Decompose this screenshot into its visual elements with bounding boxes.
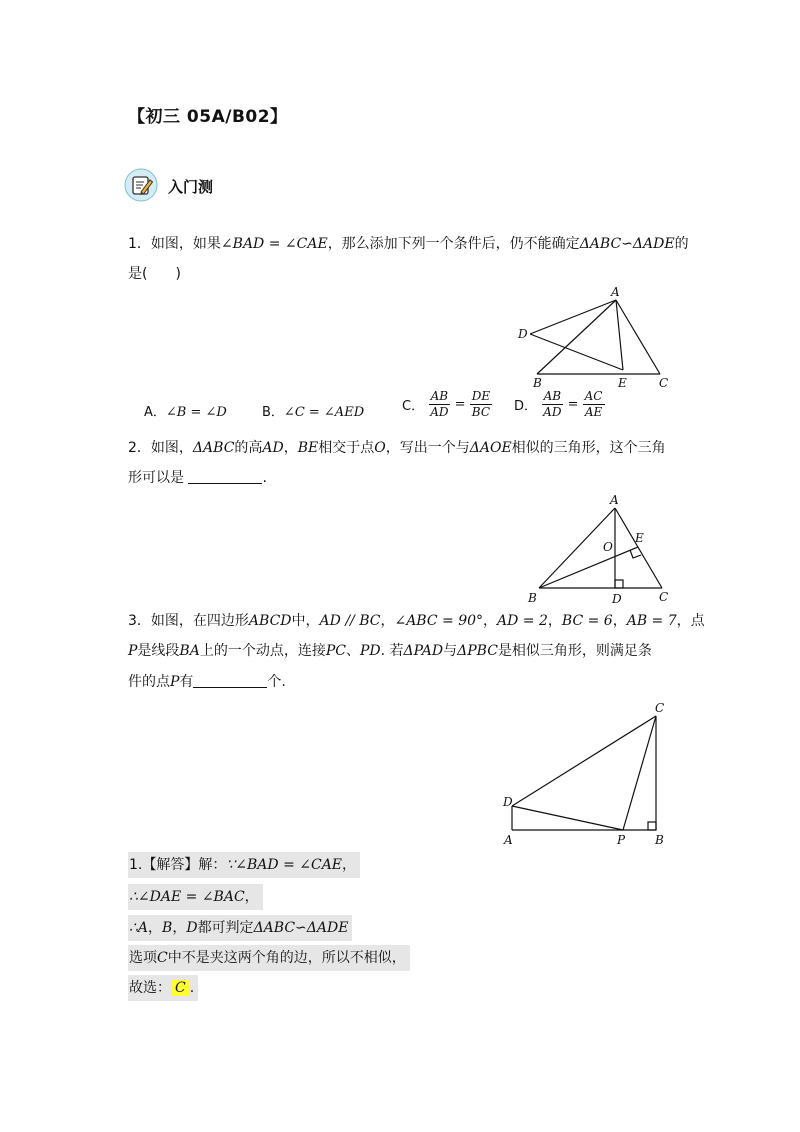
- answer-choice-highlight: C: [171, 980, 190, 996]
- q1-label-e: E: [618, 376, 627, 390]
- q1-stem-line1: 1．如图，如果∠BAD = ∠CAE，那么添加下列一个条件后，仍不能确定ΔABC∽ΔADE的: [128, 236, 689, 252]
- q1-option-b[interactable]: B．∠C = ∠AED: [262, 405, 365, 420]
- answer-line-5: 故选： C .: [128, 975, 198, 1001]
- fraction: $\frac{AB}{AD}$: [430, 389, 449, 419]
- q3-figure: [495, 696, 680, 852]
- section-title: 入门测: [168, 178, 214, 196]
- q1-option-a[interactable]: A．∠B = ∠D: [144, 405, 227, 420]
- q1-option-d[interactable]: D． $\frac{AB}{AD}$ = $\frac{AC}{AE}$: [514, 389, 603, 419]
- fraction: $\frac{AC}{AE}$: [584, 389, 603, 419]
- q2-label-c: C: [659, 590, 669, 604]
- q3-label-c: C: [655, 701, 665, 715]
- q1-label-c: C: [659, 376, 669, 390]
- q1-stem-line2: 是( ): [128, 266, 181, 282]
- q2-stem-line2: 形可以是 .: [128, 470, 267, 486]
- q1-option-c[interactable]: C． $\frac{AB}{AD}$ = $\frac{DE}{BC}$: [402, 389, 491, 419]
- q2-label-d: D: [612, 592, 622, 606]
- q2-label-b: B: [528, 591, 537, 605]
- q1-label-d: D: [518, 327, 528, 341]
- q3-label-d: D: [503, 795, 513, 809]
- q3-stem-line3: 件的点P有 个.: [128, 674, 286, 690]
- q1-label-b: B: [533, 376, 542, 390]
- q3-stem-line1: 3．如图，在四边形ABCD中，AD // BC，∠ABC = 90°，AD = 2，BC = 6，AB = 7，点: [128, 613, 705, 629]
- q2-stem-line1: 2．如图，ΔABC的高AD，BE相交于点O，写出一个与ΔAOE相似的三角形，这个三角: [128, 440, 666, 456]
- q1-figure: [510, 284, 680, 392]
- answer-blank[interactable]: [193, 673, 267, 688]
- notepad-pencil-icon: [124, 168, 158, 202]
- answer-line-3: ∴A，B，D都可判定ΔABC∽ΔADE: [128, 915, 352, 941]
- answer-line-2: ∴∠DAE = ∠BAC，: [128, 884, 263, 910]
- answer-blank[interactable]: [188, 469, 262, 484]
- fraction: $\frac{DE}{BC}$: [471, 389, 491, 419]
- document-title: 【初三 05A/B02】: [128, 107, 288, 127]
- q3-label-a: A: [504, 833, 513, 847]
- q3-label-b: B: [655, 833, 664, 847]
- answer-line-1: 1.【解答】解：∵∠BAD = ∠CAE，: [128, 852, 360, 878]
- q2-label-a: A: [610, 493, 619, 507]
- q2-figure: [522, 490, 682, 606]
- answer-line-4: 选项C中不是夹这两个角的边，所以不相似，: [128, 945, 410, 971]
- q1-label-a: A: [611, 285, 620, 299]
- q3-label-p: P: [617, 833, 626, 847]
- q3-stem-line2: P是线段BA上的一个动点，连接PC、PD. 若ΔPAD与ΔPBC是相似三角形，则满足条: [128, 643, 652, 659]
- q2-label-o: O: [603, 540, 613, 554]
- fraction: $\frac{AB}{AD}$: [543, 389, 562, 419]
- q2-label-e: E: [635, 531, 644, 545]
